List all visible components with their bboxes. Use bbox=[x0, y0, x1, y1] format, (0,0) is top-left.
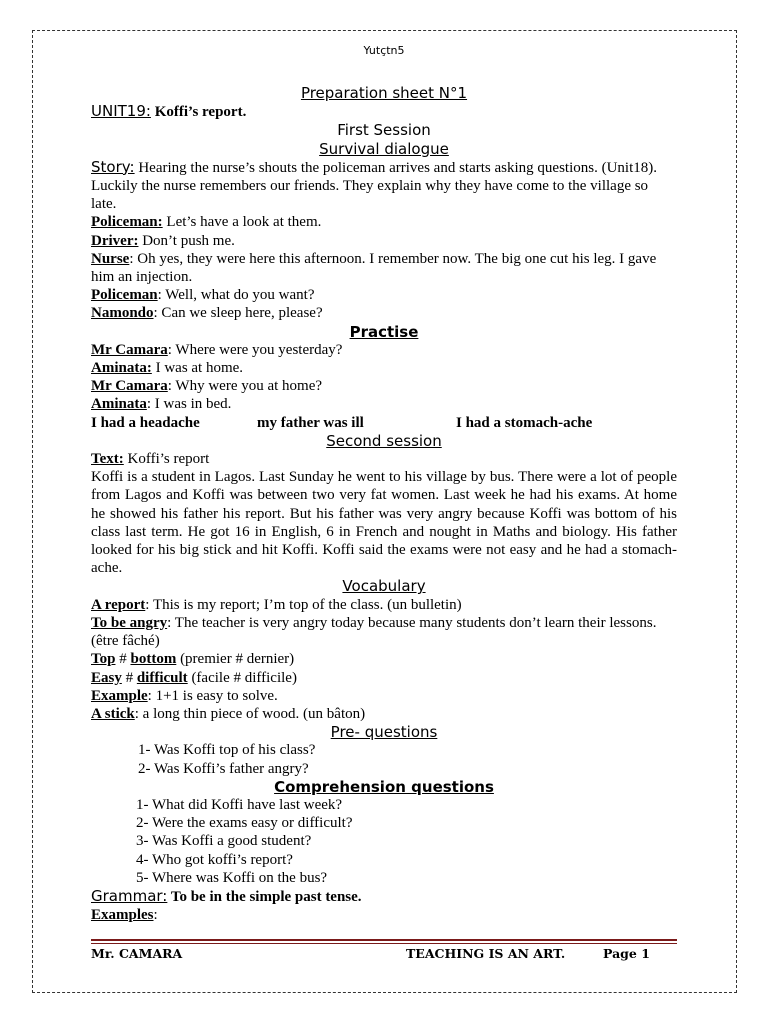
grammar-line bbox=[91, 887, 677, 906]
practise-line bbox=[91, 395, 677, 413]
speaker-label: Policeman bbox=[91, 287, 158, 304]
dialogue-text: : Where were you yesterday? bbox=[167, 341, 343, 358]
practise-heading: Practise bbox=[349, 322, 419, 341]
grammar-label: Grammar: bbox=[91, 886, 168, 905]
vocab-item bbox=[91, 705, 677, 723]
practise-line bbox=[91, 377, 677, 395]
vocab-item bbox=[91, 650, 677, 668]
vocabulary-heading: Vocabulary bbox=[342, 577, 426, 596]
speaker-label: Mr Camara bbox=[91, 341, 168, 358]
practise-option: I had a headache bbox=[91, 414, 200, 431]
document-content bbox=[91, 84, 677, 924]
vocab-sep: # bbox=[115, 651, 131, 668]
dialogue-line bbox=[91, 286, 677, 304]
speaker-label: Nurse bbox=[91, 250, 130, 267]
speaker-label: Mr Camara bbox=[91, 378, 168, 395]
dialogue-text: : Well, what do you want? bbox=[157, 287, 315, 304]
vocab-item bbox=[91, 614, 677, 650]
unit-text: Koffi’s report. bbox=[154, 104, 247, 121]
dialogue-line bbox=[91, 213, 677, 231]
footer-motto: TEACHING IS AN ART. bbox=[406, 946, 566, 961]
text-title: Koffi’s report bbox=[123, 451, 210, 468]
survival-dialogue-heading: Survival dialogue bbox=[319, 139, 449, 158]
comprehension-heading: Comprehension questions bbox=[274, 777, 494, 796]
unit-line bbox=[91, 102, 677, 121]
header-code: Yutçtn5 bbox=[363, 44, 405, 57]
story-paragraph bbox=[91, 158, 677, 214]
vocab-item bbox=[91, 596, 677, 614]
vocab-term: difficult bbox=[136, 669, 188, 686]
practise-line bbox=[91, 341, 677, 359]
text-paragraph: Koffi is a student in Lagos. Last Sunday he went to his village by bus. There were a lot of people from Lagos and Koffi was between two very fat women. Last week he had his exams. At home he showed his father his report. But his father was very angry because Koffi was bottom of his class last term. He got 16 in English, 6 in French and nought in Maths and biology. His father looked for his big stick and hit Koffi. Koffi said the exams were not easy and he had a stomach-ache. bbox=[91, 469, 677, 577]
pre-question: 2- Was Koffi’s father angry? bbox=[138, 760, 309, 777]
vocab-def: (facile # difficile) bbox=[187, 669, 297, 686]
vocab-def: (premier # dernier) bbox=[176, 651, 295, 668]
vocab-def: : 1+1 is easy to solve. bbox=[147, 687, 278, 704]
practise-option: my father was ill bbox=[257, 414, 364, 431]
dialogue-text: : Oh yes, they were here this afternoon. I remember now. The big one cut his leg. I gave him an injection. bbox=[91, 250, 657, 286]
speaker-label: Aminata bbox=[91, 396, 147, 413]
second-session-heading: Second session bbox=[326, 431, 442, 450]
vocab-term: Top bbox=[91, 651, 116, 668]
comprehension-question: 2- Were the exams easy or difficult? bbox=[136, 815, 353, 832]
pre-question: 1- Was Koffi top of his class? bbox=[138, 742, 316, 759]
dialogue-text: Let’s have a look at them. bbox=[162, 214, 322, 231]
dialogue-line bbox=[91, 304, 677, 322]
unit-label: UNIT19: bbox=[91, 102, 151, 121]
speaker-label: Policeman: bbox=[91, 214, 163, 231]
story-label: Story: bbox=[91, 157, 135, 176]
practise-options bbox=[91, 414, 677, 432]
vocab-term: To be angry bbox=[91, 614, 168, 631]
story-text: Hearing the nurse’s shouts the policeman arrives and starts asking questions. (Unit18). Luckily the nurse remembers our friends. They explain why they have come to the village so late. bbox=[91, 159, 657, 213]
vocab-term: A report bbox=[91, 596, 146, 613]
vocab-def: : The teacher is very angry today because many students don’t learn their lessons. (être fâché) bbox=[91, 614, 657, 650]
text-title-line bbox=[91, 450, 677, 468]
comprehension-question: 4- Who got koffi’s report? bbox=[136, 851, 293, 868]
practise-line bbox=[91, 359, 677, 377]
dialogue-line bbox=[91, 250, 677, 286]
dialogue-line bbox=[91, 232, 677, 250]
comprehension-question: 3- Was Koffi a good student? bbox=[136, 833, 312, 850]
footer-page-number: Page 1 bbox=[603, 946, 650, 961]
footer-rule bbox=[91, 939, 677, 944]
comprehension-question: 5- Where was Koffi on the bus? bbox=[136, 869, 328, 886]
text-label: Text: bbox=[91, 451, 124, 468]
dialogue-text: Don’t push me. bbox=[138, 232, 235, 249]
vocab-term: bottom bbox=[130, 651, 177, 668]
vocab-item bbox=[91, 669, 677, 687]
speaker-label: Namondo bbox=[91, 305, 154, 322]
dialogue-text: : I was in bed. bbox=[146, 396, 232, 413]
speaker-label: Driver: bbox=[91, 232, 139, 249]
vocab-item bbox=[91, 687, 677, 705]
examples-line bbox=[91, 906, 677, 924]
vocab-term: Example bbox=[91, 687, 148, 704]
vocab-sep: # bbox=[121, 669, 137, 686]
practise-option: I had a stomach-ache bbox=[456, 414, 593, 431]
speaker-label: Aminata: bbox=[91, 360, 152, 377]
grammar-text: To be in the simple past tense. bbox=[167, 888, 362, 905]
comprehension-question: 1- What did Koffi have last week? bbox=[136, 796, 343, 813]
dialogue-text: : Why were you at home? bbox=[167, 378, 323, 395]
vocab-def: : This is my report; I’m top of the class. (un bulletin) bbox=[145, 596, 462, 613]
vocab-term: Easy bbox=[91, 669, 122, 686]
page-title: Preparation sheet N°1 bbox=[300, 84, 468, 102]
dialogue-text: I was at home. bbox=[151, 360, 244, 377]
examples-label: Examples bbox=[91, 907, 154, 924]
pre-questions-heading: Pre- questions bbox=[330, 723, 438, 742]
vocab-term: A stick bbox=[91, 705, 135, 722]
dialogue-text: : Can we sleep here, please? bbox=[153, 305, 323, 322]
vocab-def: : a long thin piece of wood. (un bâton) bbox=[134, 705, 366, 722]
examples-colon: : bbox=[153, 907, 158, 924]
first-session-heading: First Session bbox=[337, 121, 431, 140]
footer-author: Mr. CAMARA bbox=[91, 946, 183, 961]
